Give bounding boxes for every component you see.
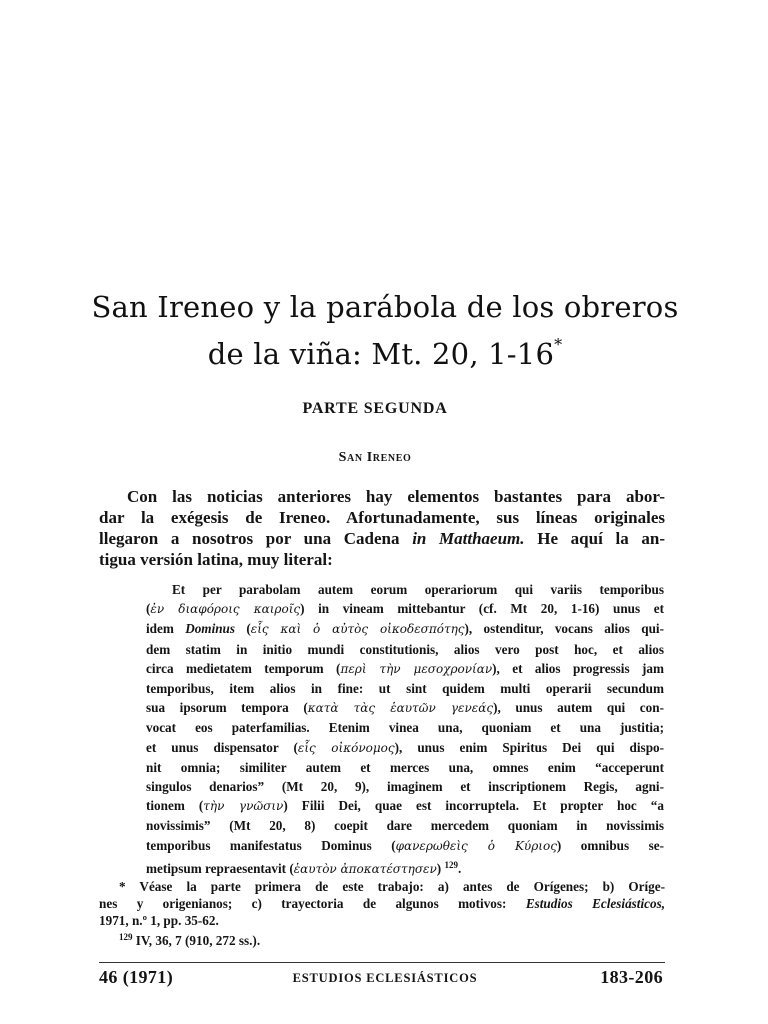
footer-volume: 46 (1971) <box>99 967 174 987</box>
intro-line: Con las noticias anteriores hay elementos bastantes para abor- <box>127 487 665 506</box>
footnote-line: 1971, n.º 1, pp. 35-62. <box>99 913 219 928</box>
quote-line: vocat eos paterfamilias. Etenim vinea una, quoniam et una justitia; <box>146 720 664 736</box>
quote-line: sua ipsorum tempora (κατὰ τὰς ἑαυτῶν γενεάς), unus autem qui con- <box>146 700 664 716</box>
quote-line: temporibus, item alios in fine: ut sint quidem multi operarii secundum <box>146 681 664 697</box>
title-footnote-mark: * <box>554 335 563 354</box>
footnote-line: $^{129}$ IV, 36, 7 (910, 272 ss.). <box>119 932 261 948</box>
greek-phrase: ἑαυτὸν ἀποκατέστησεν <box>293 861 437 876</box>
greek-phrase: ἐν διαφόροις καιροῖς <box>150 602 301 617</box>
footer-page-range: 183-206 <box>600 967 663 987</box>
greek-phrase: περὶ τὴν μεσοχρονίαν <box>340 661 493 676</box>
quote-line: circa medietatem temporum (περὶ τὴν μεσοχρονίαν), et alios progressis jam <box>146 660 664 676</box>
footnote-line: nes y origenianos; c) trayectoria de algunos motivos: Estudios Eclesiásticos, <box>99 896 665 911</box>
subsection-heading: San Ireneo <box>338 450 412 465</box>
title-line-1: San Ireneo y la parábola de los obreros <box>91 290 679 324</box>
quote-line: metipsum repraesentavit (ἑαυτὸν ἀποκατέστησεν) $^{129}$. <box>146 859 462 876</box>
title-line-2: de la viña: Mt. 20, 1-16* <box>207 335 563 371</box>
footer-rule <box>99 962 665 963</box>
section-heading: PARTE SEGUNDA <box>302 400 448 417</box>
intro-line: dar la exégesis de Ireneo. Afortunadamente, sus líneas originales <box>99 508 665 527</box>
quote-line: nit omnia; similiter autem et merces una, omnes enim “acceperunt <box>146 759 664 775</box>
greek-phrase: εἷς οἰκόνομος <box>297 740 395 755</box>
intro-line: llegaron a nosotros por una Cadena in Matthaeum. He aquí la an- <box>99 529 665 548</box>
quote-line: et unus dispensator (εἷς οἰκόνομος), unus enim Spiritus Dei qui dispo- <box>146 739 664 755</box>
greek-phrase: φανερωθεὶς ὁ Κύριος <box>395 838 557 853</box>
greek-phrase: εἷς καὶ ὁ αὐτὸς οἰκοδεσπότης <box>250 622 465 637</box>
footnote-number: 129 <box>119 932 133 942</box>
quote-line: idem Dominus (εἷς καὶ ὁ αὐτὸς οἰκοδεσπότης), ostenditur, vocans alios qui- <box>146 621 664 637</box>
greek-phrase: τὴν γνῶσιν <box>203 799 284 814</box>
quote-line: dem statim in initio mundi constitutionis, alios vero post hoc, et alios <box>146 641 664 657</box>
footer-journal: ESTUDIOS ECLESIÁSTICOS <box>292 971 478 985</box>
quote-line: novissimis” (Mt 20, 8) coepit dare mercedem quoniam in novissimis <box>146 818 664 834</box>
block-quotation <box>146 580 664 879</box>
quote-line: Et per parabolam autem eorum operariorum qui variis temporibus <box>172 582 664 597</box>
intro-line: tigua versión latina, muy literal: <box>99 550 333 569</box>
footnotes <box>99 878 665 949</box>
quote-line: tionem (τὴν γνῶσιν) Filii Dei, quae est incorruptela. Et propter hoc “a <box>146 798 664 814</box>
quote-line: (ἐν διαφόροις καιροῖς) in vineam mittebantur (cf. Mt 20, 1-16) unus et <box>146 601 664 617</box>
intro-paragraph <box>99 486 665 570</box>
greek-phrase: κατὰ τὰς ἑαυτῶν γενεάς <box>307 701 494 716</box>
quote-line: singulos denarios” (Mt 20, 9), imaginem et inscriptionem Regis, agni- <box>146 779 664 795</box>
quote-line: temporibus manifestatus Dominus (φανερωθεὶς ὁ Κύριος) omnibus se- <box>146 837 664 853</box>
footnote-reference: 129 <box>444 859 458 870</box>
article-title <box>60 288 710 373</box>
footnote-line: * Véase la parte primera de este trabajo: a) antes de Orígenes; b) Oríge- <box>119 879 665 894</box>
